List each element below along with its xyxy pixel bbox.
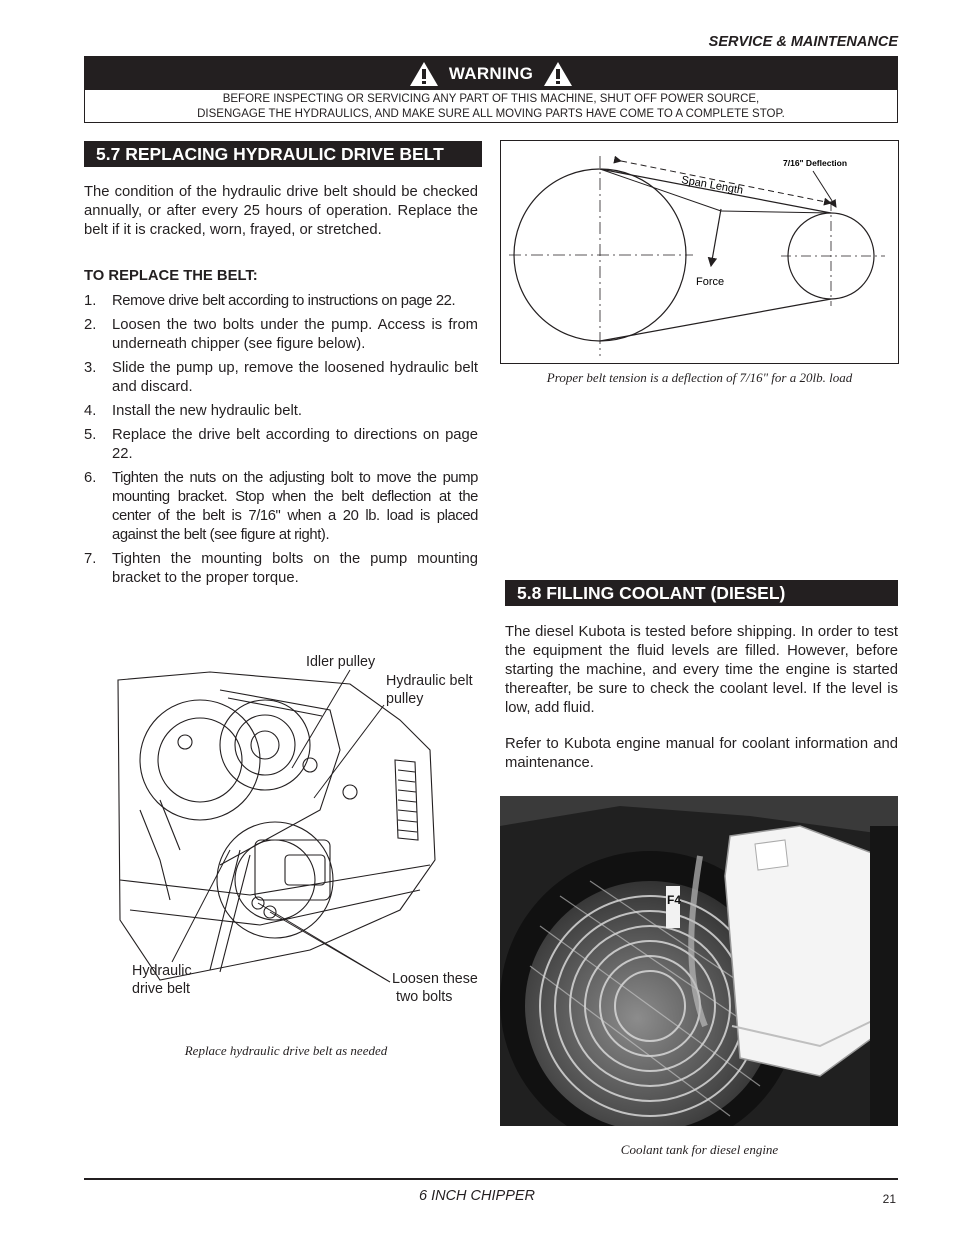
step-item: 3. Slide the pump up, remove the loosened hydraulic belt and discard. (84, 360, 478, 395)
warning-triangle-icon (409, 61, 439, 87)
section-5-8-title: 5.8 FILLING COOLANT (DIESEL) (505, 580, 898, 606)
warning-bar (85, 57, 897, 90)
force-label: Force (696, 276, 725, 288)
warning-title: WARNING (448, 63, 534, 83)
step-item: 4. Install the new hydraulic belt. (84, 403, 302, 419)
hyd-belt-callout: Hydraulic drive belt (132, 963, 192, 997)
replace-belt-subhead: TO REPLACE THE BELT: (84, 268, 258, 284)
hyd-pulley-leader (314, 705, 384, 798)
belt-bottom-span (600, 299, 831, 341)
force-arrow (711, 209, 721, 266)
coolant-tank-photo (500, 796, 898, 1126)
section-5-7-intro: The condition of the hydraulic drive belt should be checked annually, or after every 25 hours of operation. Replace the belt if it is cracked, worn, frayed, or stretched. (84, 184, 478, 238)
warning-line-2: DISENGAGE THE HYDRAULICS, AND MAKE SURE ALL MOVING PARTS HAVE COME TO A COMPLETE STOP. (197, 108, 785, 120)
section-5-7-title: 5.7 REPLACING HYDRAULIC DRIVE BELT (84, 141, 482, 167)
drive-figure-caption: Replace hydraulic drive belt as needed (184, 1043, 388, 1058)
step-item: 2. Loosen the two bolts under the pump. Access is from underneath chipper (see figure below). (84, 317, 478, 352)
coolant-tank (725, 826, 880, 1076)
coolant-photo-caption: Coolant tank for diesel engine (620, 1142, 779, 1157)
footer-rule (84, 1178, 898, 1180)
span-length-label: Span Length (680, 174, 745, 197)
section-5-8-para-1: The diesel Kubota is tested before shipping. In order to test the equipment the fluid levels are filled. However, before starting the machine, and every time the engine is started thereafter, be sure to check the coolant level. If the level is low, add fluid. (505, 624, 898, 716)
warning-box (84, 56, 898, 123)
step-item: 7. Tighten the mounting bolts on the pump mounting bracket to the proper torque. (84, 551, 478, 586)
warning-text (85, 90, 897, 122)
step-item: 6. Tighten the nuts on the adjusting bolt to move the pump mounting bracket. Stop when the belt deflection at the center of the belt is 7/16" when a 20 lb. load is placed against the belt (see figure at right). (84, 470, 478, 543)
coolant-photo-art (500, 796, 898, 1126)
idler-pulley-callout: Idler pulley (306, 654, 376, 670)
step-item: 5. Replace the drive belt according to directions on page 22. (84, 427, 478, 462)
warning-line-1: BEFORE INSPECTING OR SERVICING ANY PART OF THIS MACHINE, SHUT OFF POWER SOURCE, (222, 93, 760, 105)
header-section-label: SERVICE & MAINTENANCE (708, 34, 898, 50)
f4-badge: F4 (667, 893, 682, 907)
deflection-label: 7/16" Deflection (783, 158, 848, 168)
replace-belt-steps (84, 292, 478, 593)
belt-tension-diagram (501, 141, 898, 363)
belt-tension-figure (500, 140, 899, 364)
warning-triangle-icon (543, 61, 573, 87)
section-5-8-para-2: Refer to Kubota engine manual for coolant information and maintenance. (505, 736, 898, 771)
hyd-belt-leader (172, 850, 230, 962)
idler-pulley-leader (292, 670, 350, 768)
belt-deflected (600, 169, 721, 211)
hyd-pulley-callout: Hydraulic belt pulley (386, 673, 473, 707)
belt-figure-caption: Proper belt tension is a deflection of 7/16" for a 20lb. load (546, 370, 853, 385)
footer-title: 6 INCH CHIPPER (418, 1188, 536, 1204)
page-number: 21 (882, 1192, 896, 1206)
step-item: 1. Remove drive belt according to instructions on page 22. (84, 293, 456, 309)
bolts-callout: Loosen these two bolts (392, 971, 478, 1005)
